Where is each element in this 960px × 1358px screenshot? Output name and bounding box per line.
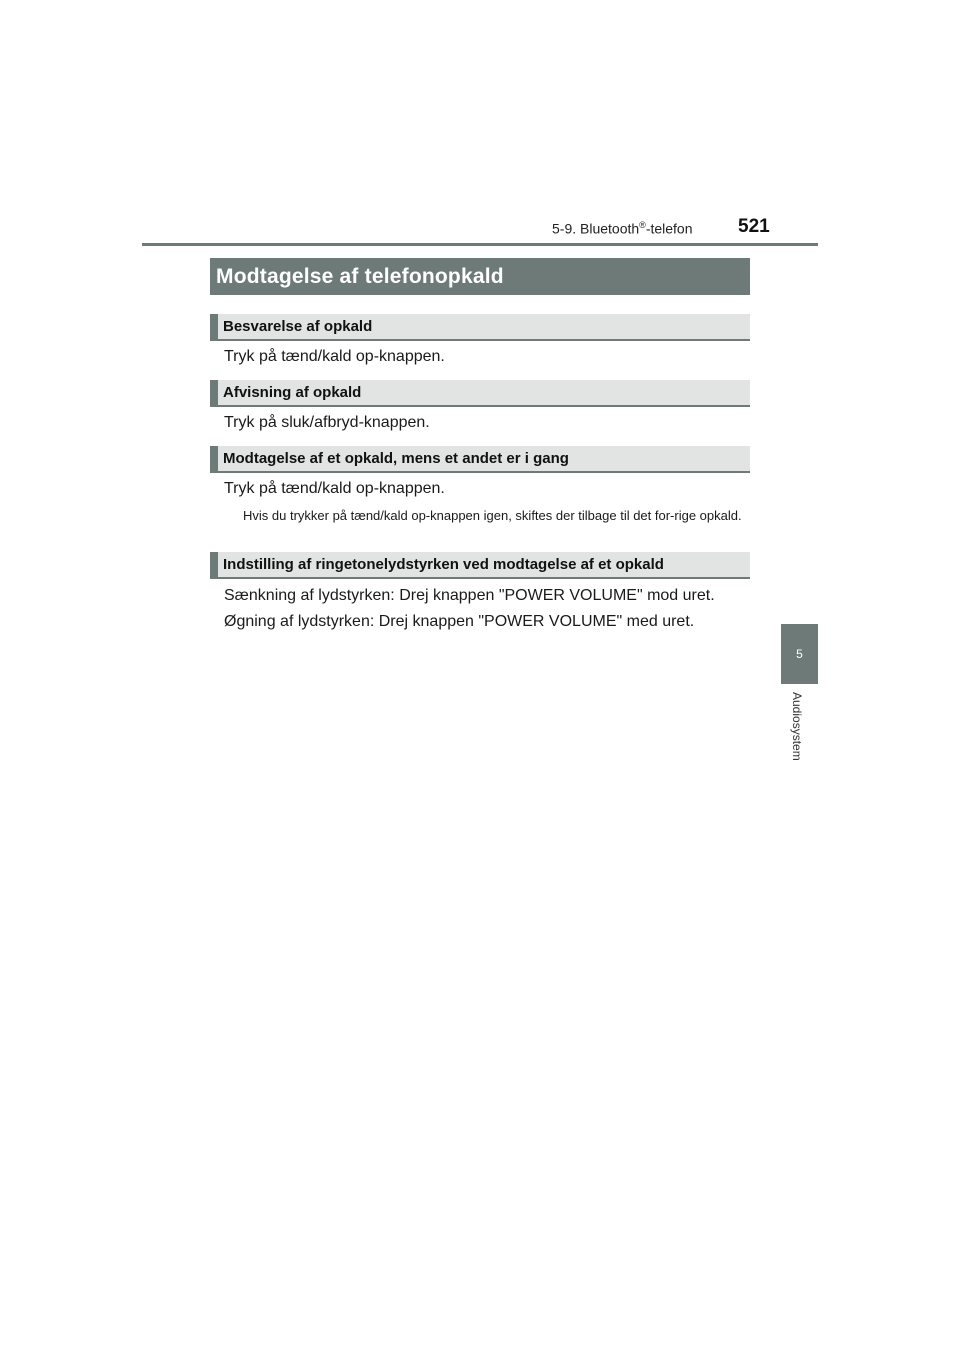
section-body-volume-down: Sænkning af lydstyrken: Drej knappen "POWER VOLUME" mod uret. (224, 587, 715, 604)
running-header (552, 220, 693, 237)
section-heading-reject (210, 380, 750, 407)
section-heading-text: Besvarelse af opkald (223, 318, 373, 335)
section-note-call-waiting: Hvis du trykker på tænd/kald op-knappen igen, skiftes der tilbage til det for-rige opkald. (243, 508, 742, 523)
section-heading-text: Modtagelse af et opkald, mens et andet er i gang (223, 450, 569, 467)
header-rule (142, 243, 818, 246)
section-heading-call-waiting (210, 446, 750, 473)
section-suffix: -telefon (645, 220, 693, 237)
section-heading-text: Indstilling af ringetonelydstyrken ved modtagelse af et opkald (223, 556, 664, 573)
chapter-number: 5 (796, 647, 803, 661)
chapter-tab (781, 624, 818, 684)
section-body-answer: Tryk på tænd/kald op-knappen. (224, 348, 445, 365)
section-heading-text: Afvisning af opkald (223, 384, 362, 401)
chapter-label: Audiosystem (790, 692, 804, 761)
section-heading-ringtone-volume (210, 552, 750, 579)
main-title: Modtagelse af telefonopkald (210, 258, 750, 295)
section-body-reject: Tryk på sluk/afbryd-knappen. (224, 414, 430, 431)
section-prefix: 5-9. Bluetooth (552, 220, 640, 237)
registered-mark: ® (639, 220, 646, 230)
section-body-volume-up: Øgning af lydstyrken: Drej knappen "POWER VOLUME" med uret. (224, 613, 695, 630)
page-number: 521 (738, 216, 770, 237)
section-body-call-waiting: Tryk på tænd/kald op-knappen. (224, 480, 445, 497)
section-heading-answer (210, 314, 750, 341)
